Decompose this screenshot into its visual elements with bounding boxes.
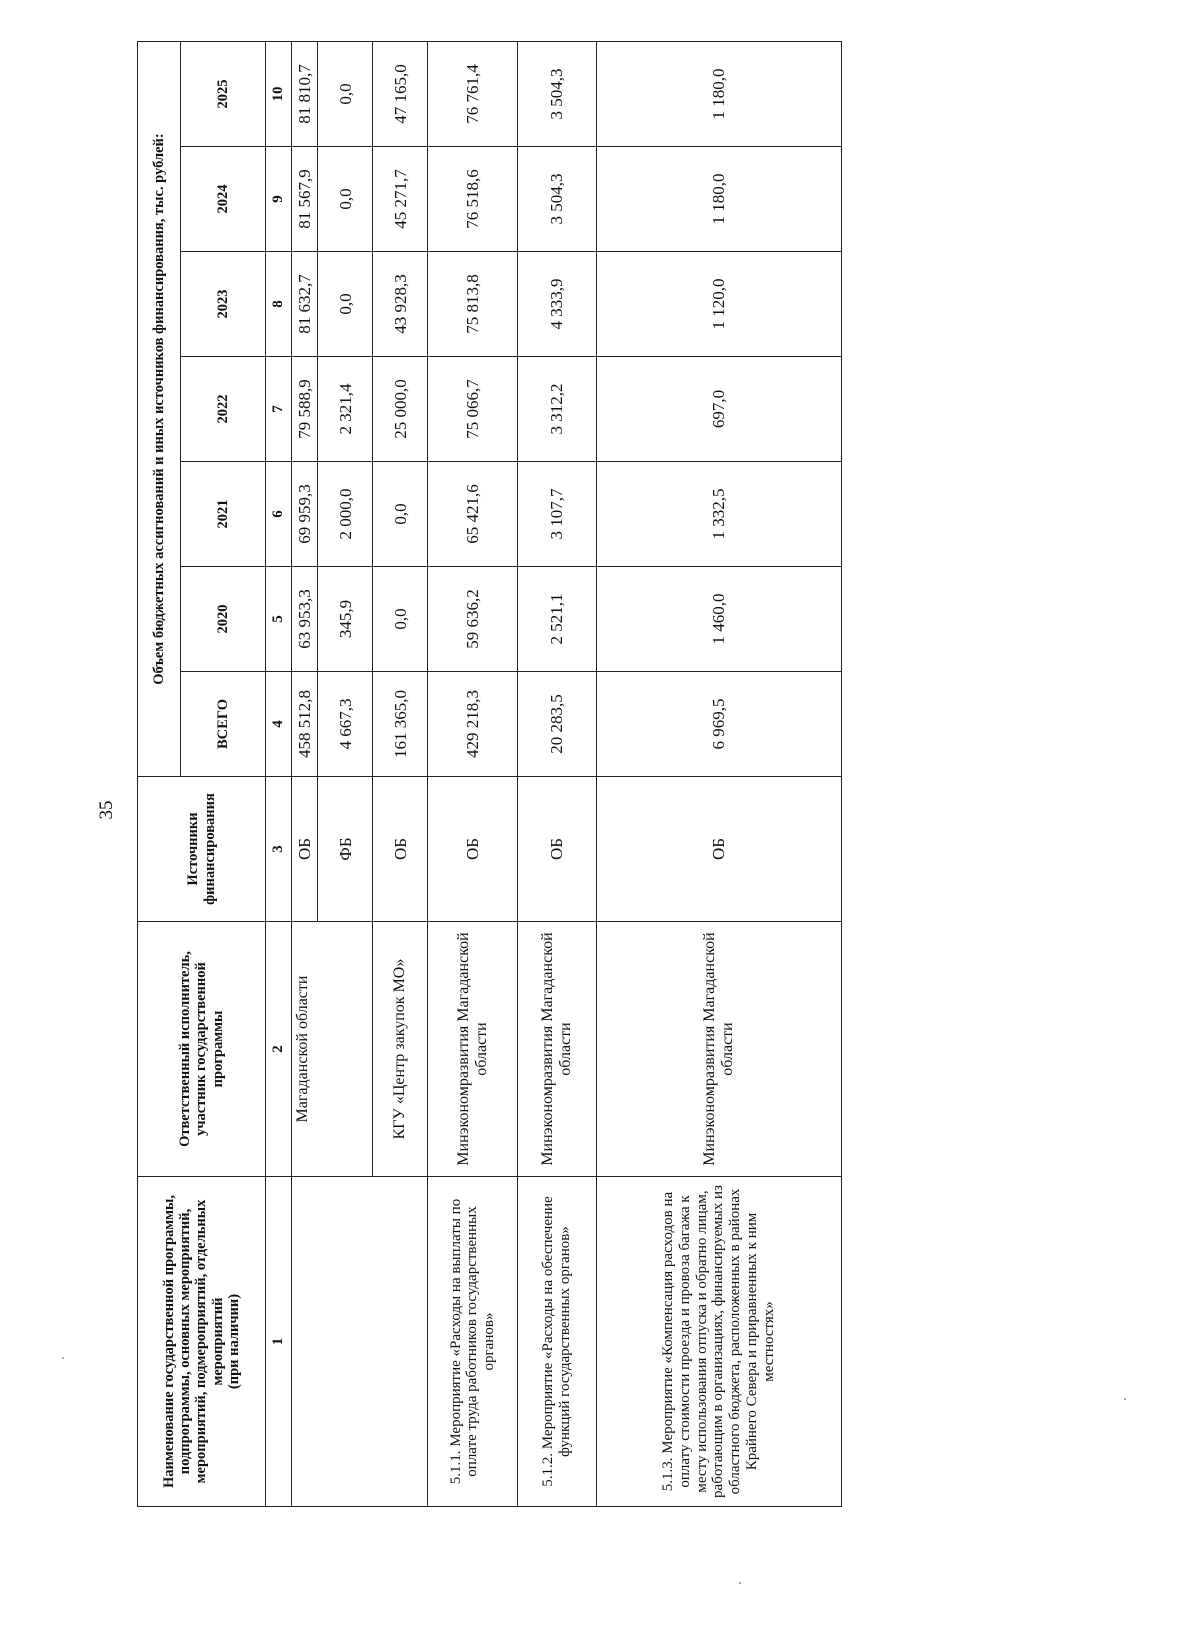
row-executor-cell: Минэкономразвития Магаданской области [428,922,518,1177]
column-number: 9 [266,147,292,252]
row-source-cell: ОБ [428,777,518,922]
column-number: 6 [266,462,292,567]
value-cell: 43 928,3 [373,252,428,357]
value-cell: 345,9 [318,567,373,672]
value-cell: 59 636,2 [428,567,518,672]
value-cell: 429 218,3 [428,672,518,777]
header-executor: Ответственный исполнитель, участник государственной программы [138,922,266,1177]
value-cell: 76 761,4 [428,41,518,146]
value-cell: 0,0 [318,147,373,252]
scan-speck [1124,1398,1126,1400]
value-cell: 1 332,5 [596,462,841,567]
header-year-2020: 2020 [181,567,266,672]
row-name-cell: 5.1.1. Мероприятие «Расходы на выплаты по оплате труда работников государственных органов» [428,1177,518,1507]
column-number: 2 [266,922,292,1177]
column-number: 8 [266,252,292,357]
scan-speck [62,1357,64,1359]
column-number: 4 [266,672,292,777]
value-cell: 0,0 [373,567,428,672]
value-cell: 0,0 [318,41,373,146]
value-cell: 47 165,0 [373,41,428,146]
header-year-2021: 2021 [181,462,266,567]
column-number: 1 [266,1177,292,1507]
column-number-row [266,41,292,1506]
header-name [138,1177,266,1507]
header-name-text: Наименование государственной программы, подпрограммы, основных мероприятий, мероприятий, подмероприятий, отдельных мероприятий [160,1194,226,1489]
header-source: Источники финансирования [138,777,266,922]
value-cell: 4 333,9 [518,252,596,357]
value-cell: 81 810,7 [292,41,318,146]
value-cell: 81 632,7 [292,252,318,357]
column-number: 10 [266,41,292,146]
header-year-2022: 2022 [181,357,266,462]
value-cell: 3 312,2 [518,357,596,462]
table-row [428,41,518,1506]
page-number: 35 [96,800,117,820]
value-cell: 1 180,0 [596,147,841,252]
value-cell: 0,0 [318,252,373,357]
row-source-cell: ФБ [318,777,373,922]
value-cell: 20 283,5 [518,672,596,777]
value-cell: 75 066,7 [428,357,518,462]
row-name-cell: 5.1.2. Мероприятие «Расходы на обеспечение функций государственных органов» [518,1177,596,1507]
value-cell: 2 521,1 [518,567,596,672]
value-cell: 458 512,8 [292,672,318,777]
row-name-cell [292,1177,428,1507]
value-cell: 63 953,3 [292,567,318,672]
table-row [518,41,596,1506]
header-year-2024: 2024 [181,147,266,252]
value-cell: 0,0 [373,462,428,567]
value-cell: 6 969,5 [596,672,841,777]
header-volume: Объем бюджетных ассигнований и иных источников финансирования, тыс. рублей: [138,41,181,776]
value-cell: 2 321,4 [318,357,373,462]
header-name-note: (при наличии) [225,1293,242,1390]
column-number: 5 [266,567,292,672]
table-row [292,41,318,1506]
header-year-2023: 2023 [181,252,266,357]
value-cell: 2 000,0 [318,462,373,567]
value-cell: 79 588,9 [292,357,318,462]
column-number: 7 [266,357,292,462]
row-source-cell: ОБ [373,777,428,922]
value-cell: 4 667,3 [318,672,373,777]
financing-table [137,41,842,1507]
header-year-total: ВСЕГО [181,672,266,777]
header-year-2025: 2025 [181,41,266,146]
value-cell: 25 000,0 [373,357,428,462]
row-name-cell: 5.1.3. Мероприятие «Компенсация расходов на оплату стоимости проезда и провоза багажа к месту использования отпуска и обратно лицам, работающим в организациях, финансируемых из областного бюджета, расположенных в районах Крайнего Севера и приравненных к ним местностях» [596,1177,841,1507]
value-cell: 697,0 [596,357,841,462]
value-cell: 81 567,9 [292,147,318,252]
row-source-cell: ОБ [596,777,841,922]
value-cell: 65 421,6 [428,462,518,567]
value-cell: 76 518,6 [428,147,518,252]
scan-speck [739,1582,741,1584]
value-cell: 75 813,8 [428,252,518,357]
column-number: 3 [266,777,292,922]
row-executor-cell: Минэкономразвития Магаданской области [518,922,596,1177]
value-cell: 161 365,0 [373,672,428,777]
value-cell: 3 504,3 [518,41,596,146]
rotated-table-wrapper [137,42,842,1507]
value-cell: 1 460,0 [596,567,841,672]
value-cell: 3 107,7 [518,462,596,567]
table-row [596,41,841,1506]
value-cell: 1 180,0 [596,41,841,146]
value-cell: 45 271,7 [373,147,428,252]
row-executor-cell: Магаданской области [292,922,373,1177]
row-executor-cell: Минэкономразвития Магаданской области [596,922,841,1177]
row-executor-cell: КГУ «Центр закупок МО» [373,922,428,1177]
value-cell: 69 959,3 [292,462,318,567]
row-source-cell: ОБ [292,777,318,922]
row-source-cell: ОБ [518,777,596,922]
value-cell: 1 120,0 [596,252,841,357]
value-cell: 3 504,3 [518,147,596,252]
